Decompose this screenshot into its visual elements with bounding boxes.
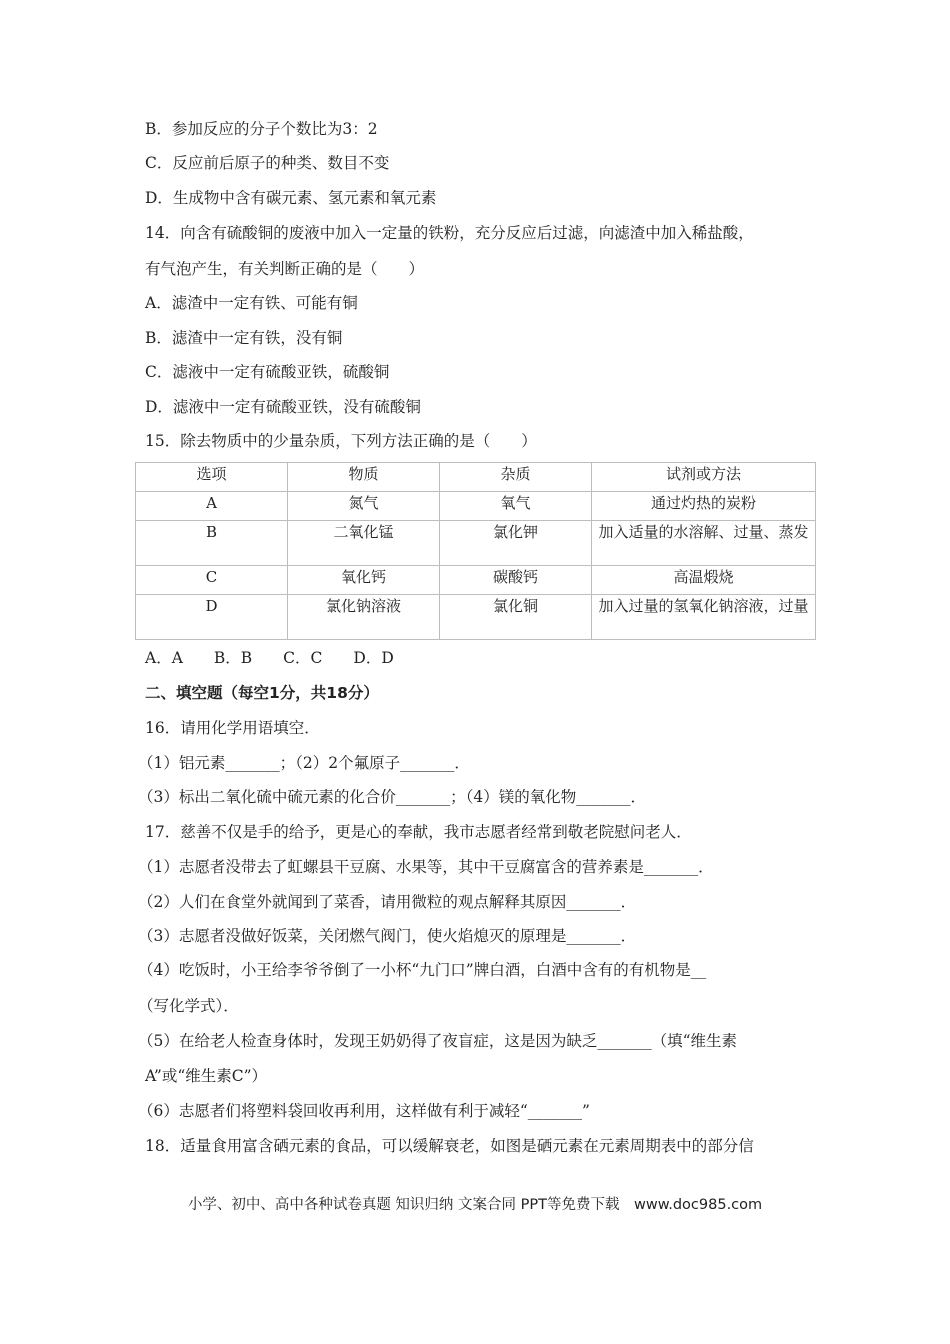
q14-option-d: D．滤液中一定有硫酸亚铁，没有硫酸铜 (145, 398, 421, 416)
q13-option-b: B．参加反应的分子个数比为3：2 (145, 120, 378, 138)
table-cell: 二氧化锰 (288, 521, 440, 566)
q17-part4-line1: （4）吃饭时，小王给李爷爷倒了一小杯“九门口”牌白酒，白酒中含有的有机物是__ (138, 961, 707, 979)
table-cell: 氮气 (288, 492, 440, 521)
table-cell: 通过灼热的炭粉 (592, 492, 816, 521)
q17-part6: （6）志愿者们将塑料袋回收再利用，这样做有利于减轻“_______” (138, 1102, 590, 1120)
q13-option-d: D．生成物中含有碳元素、氢元素和氧元素 (145, 189, 437, 207)
table-header-cell: 选项 (136, 463, 288, 492)
table-cell: 氯化铜 (440, 595, 592, 640)
table-cell: 加入适量的水溶解、过量、蒸发 (592, 521, 816, 566)
table-row (136, 521, 816, 566)
q15-stem: 15．除去物质中的少量杂质，下列方法正确的是（ ） (145, 432, 537, 450)
q14-option-b: B．滤渣中一定有铁，没有铜 (145, 329, 343, 347)
table-cell: 氧化钙 (288, 566, 440, 595)
section-heading: 二、填空题（每空1分，共18分） (145, 684, 379, 702)
table-cell: B (136, 521, 288, 566)
table-header-cell: 杂质 (440, 463, 592, 492)
q18-stem: 18．适量食用富含硒元素的食品，可以缓解衰老，如图是硒元素在元素周期表中的部分信 (145, 1137, 754, 1155)
table-header-row (136, 463, 816, 492)
table-cell: 氯化钾 (440, 521, 592, 566)
q17-part3: （3）志愿者没做好饭菜，关闭燃气阀门，使火焰熄灭的原理是_______． (138, 927, 637, 945)
q17-part1: （1）志愿者没带去了虹螺县干豆腐、水果等，其中干豆腐富含的营养素是_______． (138, 858, 714, 876)
q13-option-c: C．反应前后原子的种类、数目不变 (145, 154, 390, 172)
page-footer: 小学、初中、高中各种试卷真题 知识归纳 文案合同 PPT等免费下载 www.doc985.com (187, 1197, 763, 1213)
q15-answer-choices: A．A B．B C．C D．D (145, 649, 394, 667)
q17-part4-line2: （写化学式）． (138, 997, 239, 1015)
table-row (136, 492, 816, 521)
table-header-cell: 物质 (288, 463, 440, 492)
table-cell: 碳酸钙 (440, 566, 592, 595)
table-cell: 加入过量的氢氧化钠溶液，过量 (592, 595, 816, 640)
q17-part5-line1: （5）在给老人检查身体时，发现王奶奶得了夜盲症，这是因为缺乏_______（填“维生素 (138, 1032, 738, 1050)
q16-line1: （1）铝元素_______；（2）2个氟原子_______． (138, 754, 470, 772)
table-cell: 氧气 (440, 492, 592, 521)
q16-line2: （3）标出二氧化硫中硫元素的化合价_______；（4）镁的氧化物_______． (138, 788, 646, 806)
table-cell: 高温煅烧 (592, 566, 816, 595)
q15-options-table (135, 462, 816, 640)
table-cell: C (136, 566, 288, 595)
table-row (136, 566, 816, 595)
q16-stem: 16．请用化学用语填空． (145, 719, 320, 737)
q14-option-a: A．滤渣中一定有铁、可能有铜 (145, 294, 358, 312)
q17-part2: （2）人们在食堂外就闻到了菜香，请用微粒的观点解释其原因_______． (138, 893, 637, 911)
q14-option-c: C．滤液中一定有硫酸亚铁，硫酸铜 (145, 363, 390, 381)
q14-stem-line1: 14．向含有硫酸铜的废液中加入一定量的铁粉，充分反应后过滤，向滤渣中加入稀盐酸， (145, 224, 754, 242)
table-row (136, 595, 816, 640)
q17-part5-line2: A”或“维生素C”） (145, 1067, 268, 1085)
table-header-cell: 试剂或方法 (592, 463, 816, 492)
table-cell: 氯化钠溶液 (288, 595, 440, 640)
table-cell: D (136, 595, 288, 640)
table-cell: A (136, 492, 288, 521)
q17-stem: 17．慈善不仅是手的给予，更是心的奉献，我市志愿者经常到敬老院慰问老人． (145, 823, 692, 841)
q14-stem-line2: 有气泡产生，有关判断正确的是（ ） (145, 260, 425, 278)
